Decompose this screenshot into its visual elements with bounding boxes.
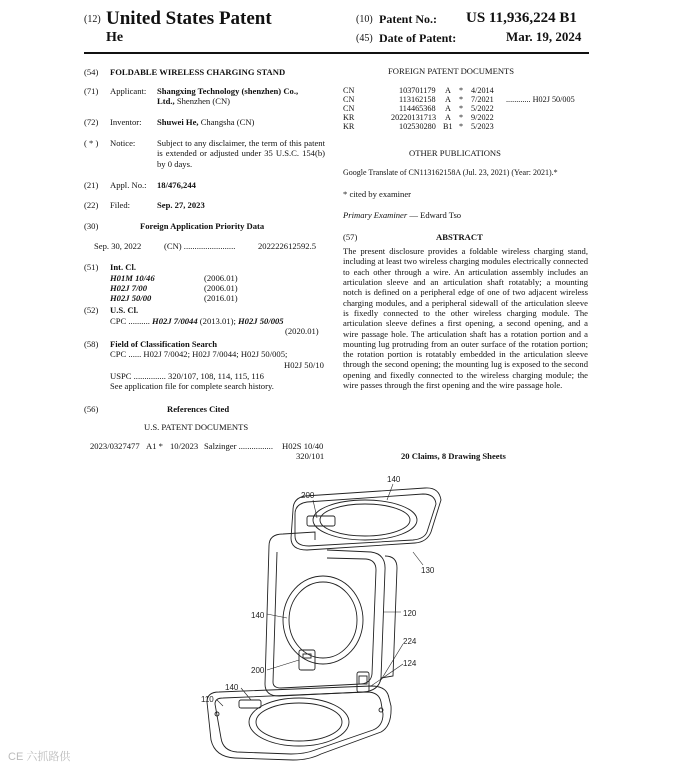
intcl-year: (2006.01) [204, 283, 238, 293]
foreign-docs-title: FOREIGN PATENT DOCUMENTS [388, 66, 515, 76]
inventor-label: Inventor: [110, 117, 142, 127]
cpc-main: H02J 7/0044 [152, 316, 198, 326]
applicant-city: Shenzhen (CN) [174, 96, 231, 107]
kind-code-12: (12) [84, 14, 101, 25]
ref-label: 200 [301, 491, 315, 500]
foreign-doc-number: 102530280 [399, 122, 436, 131]
field-cpc-2: H02J 50/10 [284, 360, 324, 370]
foreign-doc-star: * [459, 86, 464, 95]
references-title: References Cited [167, 404, 230, 414]
foreign-doc-country: KR [343, 122, 355, 131]
foreign-doc-row [343, 122, 588, 132]
examiner-label: Primary Examiner [343, 210, 408, 220]
code-72: (72) [84, 117, 99, 127]
inventor-name: Shuwei He, [157, 117, 199, 127]
code-71: (71) [84, 86, 99, 96]
code-30: (30) [84, 221, 99, 231]
foreign-doc-country: CN [343, 86, 355, 95]
examiner-name: — Edward Tso [407, 210, 462, 220]
filed-label: Filed: [110, 200, 131, 210]
code-51: (51) [84, 262, 99, 272]
applicant-name-1: Shangxing Technology (shenzhen) Co., [157, 86, 299, 96]
leader-lines [217, 484, 423, 706]
primary-examiner [343, 210, 461, 220]
foreign-doc-class: ............ H02J 50/005 [506, 95, 575, 104]
us-doc-class-2: 320/101 [296, 451, 325, 461]
ref-label: 140 [387, 475, 401, 484]
patent-date: Mar. 19, 2024 [506, 29, 582, 44]
code-56: (56) [84, 404, 99, 414]
priority-title: Foreign Application Priority Data [140, 221, 265, 231]
foreign-doc-date: 9/2022 [471, 113, 494, 122]
cited-by-examiner: * cited by examiner [343, 189, 412, 199]
us-doc-class-1: H02S 10/40 [282, 441, 324, 451]
inventor-value [157, 117, 327, 127]
foreign-doc-country: CN [343, 104, 355, 113]
watermark: CE 六抓路供 [8, 751, 71, 763]
other-publications-title: OTHER PUBLICATIONS [409, 148, 501, 158]
patent-drawing [195, 470, 455, 770]
intcl-year: (2006.01) [204, 273, 238, 283]
field-note: See application file for complete search history. [110, 381, 274, 391]
cpc-second-year: (2020.01) [285, 326, 319, 336]
us-docs-title: U.S. PATENT DOCUMENTS [144, 422, 249, 432]
foreign-doc-date: 4/2014 [471, 86, 494, 95]
foreign-doc-date: 5/2022 [471, 104, 494, 113]
foreign-doc-country: CN [343, 95, 355, 104]
ref-label: 140 [225, 683, 239, 692]
ref-label: 224 [403, 637, 417, 646]
cpc-line [110, 316, 284, 326]
applicant-label: Applicant: [110, 86, 147, 96]
drawing-lines [207, 470, 455, 760]
inventor-short: He [106, 30, 124, 45]
foreign-doc-kind: A [445, 113, 451, 122]
ref-label: 124 [403, 659, 417, 668]
claims-summary: 20 Claims, 8 Drawing Sheets [401, 451, 506, 461]
intcl-class: H02J 50/00 [110, 293, 152, 303]
patent-number: US 11,936,224 B1 [466, 10, 577, 26]
foreign-doc-star: * [459, 95, 464, 104]
cpc-second: H02J 50/005 [238, 316, 284, 326]
document-title: United States Patent [106, 8, 272, 29]
foreign-doc-number: 20220131713 [391, 113, 437, 122]
foreign-doc-star: * [459, 122, 464, 131]
us-doc-name: Salzinger ................ [204, 441, 273, 451]
kind-code-10: (10) [356, 14, 373, 25]
applicant-value [157, 86, 327, 107]
cpc-main-year: (2013.01); [197, 316, 238, 326]
appl-label: Appl. No.: [110, 180, 147, 190]
us-doc-date: 10/2023 [170, 441, 199, 451]
ref-label: 110 [201, 695, 214, 704]
intcl-year: (2016.01) [204, 293, 238, 303]
cpc-label: CPC .......... [110, 316, 150, 326]
foreign-doc-country: KR [343, 113, 355, 122]
us-doc-kind: A1 * [146, 441, 163, 451]
ref-label: 200 [251, 666, 265, 675]
invention-title: FOLDABLE WIRELESS CHARGING STAND [110, 67, 286, 77]
intcl-title: Int. Cl. [110, 262, 137, 272]
uscl-title: U.S. Cl. [110, 305, 139, 315]
intcl-class: H01M 10/46 [110, 273, 155, 283]
code-22: (22) [84, 200, 99, 210]
other-publication: Google Translate of CN113162158A (Jul. 23, 2021) (Year: 2021).* [343, 168, 558, 177]
code-57: (57) [343, 232, 358, 242]
us-doc-no: 2023/0327477 [90, 441, 140, 451]
code-54: (54) [84, 67, 99, 77]
foreign-doc-star: * [459, 113, 464, 122]
field-uspc: USPC ............... 320/107, 108, 114, 115, 116 [110, 371, 264, 381]
ref-label: 140 [251, 611, 265, 620]
code-52: (52) [84, 305, 99, 315]
foreign-doc-kind: A [445, 95, 451, 104]
foreign-doc-number: 113162158 [399, 95, 436, 104]
kind-code-45: (45) [356, 33, 373, 44]
header-rule [84, 52, 589, 54]
patent-no-label: Patent No.: [379, 12, 437, 26]
intcl-class: H02J 7/00 [110, 283, 148, 293]
abstract-title: ABSTRACT [436, 232, 483, 242]
code-21: (21) [84, 180, 99, 190]
priority-country: (CN) ........................ [164, 241, 236, 251]
reference-numerals [201, 475, 435, 704]
ref-label: 130 [421, 566, 435, 575]
filed-date: Sep. 27, 2023 [157, 200, 205, 210]
foreign-doc-kind: A [445, 104, 451, 113]
foreign-doc-kind: A [445, 86, 451, 95]
priority-no: 202222612592.5 [258, 241, 317, 251]
applicant-name-2: Ltd., [157, 96, 175, 107]
code-notice: ( * ) [84, 138, 99, 148]
inventor-city: Changsha (CN) [198, 117, 255, 127]
code-58: (58) [84, 339, 99, 349]
foreign-doc-kind: B1 [443, 122, 453, 131]
appl-no: 18/476,244 [157, 180, 196, 190]
date-label: Date of Patent: [379, 31, 457, 45]
foreign-doc-date: 5/2023 [471, 122, 494, 131]
field-title: Field of Classification Search [110, 339, 218, 349]
foreign-doc-number: 114465368 [399, 104, 436, 113]
foreign-doc-number: 103701179 [399, 86, 436, 95]
foreign-doc-date: 7/2021 [471, 95, 494, 104]
abstract-text: The present disclosure provides a foldable wireless charging stand, including at least two wireless charging modules electrically connected to each other through a wire. An articulation assembly includes an articulation sleeve and an articulation shaft rotatably; a mounting notch is defined on a peripheral edge of one of two adjacent wireless charging modules, and a peripheral sidewall of the articulation sleeve is fixedly connected to the other wireless charging module. The articulation sleeve defines a first opening, a second opening, and a wire passage hole. The articulation shaft has a rotation portion and a mounting lug protruding from an outer surface of the rotation portion; the rotation portion is rotatably embedded in the articulation sleeve through the second opening; the mounting lug is exposed to the second opening and fixedly connected to the wireless charging module; the wire passes through the first opening and the wire passage hole. [343, 246, 588, 391]
notice-text: Subject to any disclaimer, the term of this patent is extended or adjusted under 35 U.S.C. 154(b) by 0 days. [157, 138, 325, 169]
foreign-doc-star: * [459, 104, 464, 113]
field-cpc-1: CPC ...... H02J 7/0042; H02J 7/0044; H02J 50/005; [110, 349, 288, 359]
notice-label: Notice: [110, 138, 136, 148]
priority-date: Sep. 30, 2022 [94, 241, 142, 251]
ref-label: 120 [403, 609, 417, 618]
